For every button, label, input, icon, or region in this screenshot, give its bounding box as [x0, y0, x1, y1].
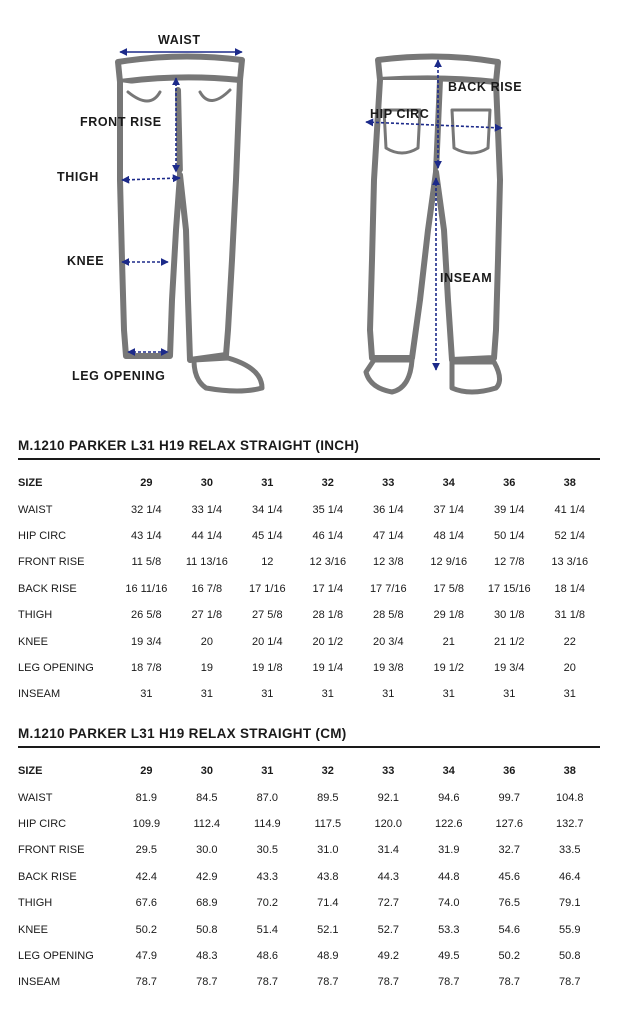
value-cell: 11 13/16 [185, 556, 228, 569]
value-cell: 31.4 [377, 844, 399, 857]
leg-opening-label: LEG OPENING [72, 369, 166, 383]
value-cell: 48 1/4 [433, 529, 465, 542]
value-cell: 49.5 [438, 949, 460, 962]
size-table-cm [18, 726, 600, 996]
size-cell: 33 [382, 477, 395, 490]
size-label: SIZE [18, 765, 43, 778]
size-label: SIZE [18, 477, 43, 490]
waist-label: WAIST [158, 33, 201, 47]
value-cell: 31 [140, 688, 153, 701]
value-cell: 27 1/8 [191, 609, 223, 622]
value-cell: 31 [563, 688, 576, 701]
value-cell: 39 1/4 [493, 503, 525, 516]
table-row [18, 576, 600, 602]
value-cell: 21 [442, 635, 455, 648]
row-label: INSEAM [18, 688, 61, 701]
value-cell: 78.7 [498, 976, 520, 989]
value-cell: 48.3 [196, 949, 218, 962]
value-cell: 55.9 [559, 923, 581, 936]
value-cell: 132.7 [555, 817, 584, 830]
value-cell: 48.6 [256, 949, 279, 962]
value-cell: 50 1/4 [493, 529, 525, 542]
row-label: THIGH [18, 897, 53, 910]
value-cell: 13 3/16 [551, 556, 589, 569]
size-chart-table [18, 758, 600, 996]
value-cell: 17 5/8 [433, 582, 465, 595]
table-row [18, 681, 600, 707]
value-cell: 32.7 [498, 844, 520, 857]
size-cell: 30 [200, 765, 213, 778]
value-cell: 20 3/4 [372, 635, 404, 648]
value-cell: 43.3 [256, 870, 279, 883]
value-cell: 52.1 [317, 923, 339, 936]
value-cell: 114.9 [253, 817, 281, 830]
value-cell: 31 [442, 688, 455, 701]
row-label: THIGH [18, 609, 53, 622]
value-cell: 49.2 [377, 949, 399, 962]
value-cell: 16 7/8 [191, 582, 223, 595]
value-cell: 78.7 [377, 976, 399, 989]
value-cell: 42.4 [135, 870, 158, 883]
size-table-inch [18, 438, 600, 708]
size-cell: 29 [140, 765, 153, 778]
value-cell: 31 1/8 [554, 609, 586, 622]
value-cell: 67.6 [135, 897, 158, 910]
value-cell: 29 1/8 [433, 609, 465, 622]
value-cell: 41 1/4 [554, 503, 586, 516]
back-rise-label: BACK RISE [448, 80, 523, 94]
value-cell: 70.2 [256, 897, 279, 910]
value-cell: 72.7 [377, 897, 399, 910]
size-cell: 36 [503, 765, 516, 778]
size-cell: 38 [563, 477, 576, 490]
size-cell: 36 [503, 477, 516, 490]
row-label: FRONT RISE [18, 844, 85, 857]
value-cell: 18 7/8 [131, 661, 162, 674]
value-cell: 19 3/4 [131, 635, 162, 648]
value-cell: 34 1/4 [252, 503, 283, 516]
value-cell: 71.4 [317, 897, 339, 910]
value-cell: 19 1/4 [312, 661, 344, 674]
value-cell: 46 1/4 [312, 529, 344, 542]
table-row [18, 837, 600, 863]
pants-front-drawing [118, 56, 262, 391]
value-cell: 51.4 [256, 923, 279, 936]
table-title: M.1210 PARKER L31 H19 RELAX STRAIGHT (INCH) [18, 438, 600, 460]
value-cell: 26 5/8 [131, 609, 162, 622]
value-cell: 35 1/4 [312, 503, 344, 516]
value-cell: 92.1 [377, 791, 399, 804]
size-cell: 32 [321, 765, 334, 778]
size-cell: 34 [442, 477, 455, 490]
value-cell: 30.0 [196, 844, 218, 857]
value-cell: 94.6 [438, 791, 460, 804]
value-cell: 52.7 [377, 923, 399, 936]
row-label: HIP CIRC [18, 817, 67, 830]
value-cell: 44 1/4 [191, 529, 223, 542]
value-cell: 42.9 [196, 870, 218, 883]
size-cell: 31 [261, 477, 274, 490]
value-cell: 29.5 [135, 844, 158, 857]
table-row [18, 943, 600, 969]
row-label: BACK RISE [18, 582, 77, 595]
value-cell: 104.8 [555, 791, 584, 804]
value-cell: 79.1 [559, 897, 581, 910]
value-cell: 12 3/8 [372, 556, 404, 569]
table-row [18, 916, 600, 942]
row-label: WAIST [18, 791, 53, 804]
value-cell: 68.9 [196, 897, 218, 910]
value-cell: 117.5 [314, 817, 342, 830]
value-cell: 33 1/4 [191, 503, 223, 516]
value-cell: 84.5 [196, 791, 218, 804]
value-cell: 31 [200, 688, 213, 701]
value-cell: 31 [321, 688, 334, 701]
value-cell: 12 7/8 [493, 556, 525, 569]
value-cell: 17 15/16 [487, 582, 531, 595]
value-cell: 89.5 [317, 791, 339, 804]
value-cell: 32 1/4 [131, 503, 162, 516]
value-cell: 120.0 [374, 817, 403, 830]
value-cell: 17 7/16 [369, 582, 407, 595]
hip-circ-label: HIP CIRC [370, 107, 430, 121]
value-cell: 50.2 [498, 949, 520, 962]
value-cell: 12 9/16 [430, 556, 468, 569]
value-cell: 45.6 [498, 870, 520, 883]
value-cell: 78.7 [317, 976, 339, 989]
value-cell: 78.7 [256, 976, 279, 989]
value-cell: 78.7 [559, 976, 581, 989]
value-cell: 19 1/8 [252, 661, 283, 674]
inseam-label: INSEAM [440, 271, 493, 285]
value-cell: 31.9 [438, 844, 460, 857]
table-row [18, 496, 600, 522]
value-cell: 31 [382, 688, 395, 701]
size-cell: 31 [261, 765, 274, 778]
row-label: INSEAM [18, 976, 61, 989]
value-cell: 19 1/2 [433, 661, 465, 674]
value-cell: 20 1/2 [312, 635, 344, 648]
value-cell: 20 [200, 635, 213, 648]
value-cell: 81.9 [135, 791, 158, 804]
value-cell: 43 1/4 [131, 529, 162, 542]
value-cell: 99.7 [498, 791, 520, 804]
table-row [18, 864, 600, 890]
table-row [18, 811, 600, 837]
size-cell: 34 [442, 765, 455, 778]
value-cell: 44.8 [438, 870, 460, 883]
value-cell: 19 3/4 [493, 661, 525, 674]
value-cell: 47.9 [135, 949, 158, 962]
value-cell: 30 1/8 [493, 609, 525, 622]
size-cell: 33 [382, 765, 395, 778]
table-row [18, 655, 600, 681]
value-cell: 44.3 [377, 870, 399, 883]
measurement-diagram [0, 0, 617, 410]
value-cell: 19 3/8 [372, 661, 404, 674]
size-cell: 38 [563, 765, 576, 778]
value-cell: 19 [200, 661, 213, 674]
value-cell: 31 [261, 688, 274, 701]
size-header-row [18, 470, 600, 496]
value-cell: 47 1/4 [372, 529, 404, 542]
row-label: HIP CIRC [18, 529, 67, 542]
table-row [18, 969, 600, 995]
value-cell: 74.0 [438, 897, 460, 910]
value-cell: 17 1/16 [248, 582, 286, 595]
value-cell: 43.8 [317, 870, 339, 883]
value-cell: 37 1/4 [433, 503, 465, 516]
table-title: M.1210 PARKER L31 H19 RELAX STRAIGHT (CM) [18, 726, 600, 748]
value-cell: 27 5/8 [252, 609, 283, 622]
table-row [18, 628, 600, 654]
value-cell: 109.9 [132, 817, 161, 830]
table-row [18, 890, 600, 916]
value-cell: 20 [563, 661, 576, 674]
size-cell: 29 [140, 477, 153, 490]
value-cell: 28 1/8 [312, 609, 344, 622]
value-cell: 30.5 [256, 844, 279, 857]
value-cell: 54.6 [498, 923, 520, 936]
table-row [18, 602, 600, 628]
value-cell: 50.8 [559, 949, 581, 962]
value-cell: 11 5/8 [131, 556, 162, 569]
value-cell: 52 1/4 [554, 529, 586, 542]
row-label: BACK RISE [18, 870, 77, 883]
size-cell: 30 [200, 477, 213, 490]
row-label: FRONT RISE [18, 556, 85, 569]
value-cell: 50.2 [135, 923, 158, 936]
row-label: KNEE [18, 923, 48, 936]
table-row [18, 784, 600, 810]
value-cell: 36 1/4 [372, 503, 404, 516]
row-label: KNEE [18, 635, 48, 648]
value-cell: 76.5 [498, 897, 520, 910]
value-cell: 50.8 [196, 923, 218, 936]
value-cell: 46.4 [559, 870, 581, 883]
value-cell: 48.9 [317, 949, 339, 962]
value-cell: 31 [503, 688, 516, 701]
size-chart-table [18, 470, 600, 708]
knee-label: KNEE [67, 254, 105, 268]
value-cell: 12 [261, 556, 274, 569]
value-cell: 45 1/4 [252, 529, 283, 542]
value-cell: 127.6 [495, 817, 524, 830]
thigh-label: THIGH [57, 170, 99, 184]
table-row [18, 549, 600, 575]
value-cell: 78.7 [196, 976, 218, 989]
value-cell: 28 5/8 [372, 609, 404, 622]
value-cell: 17 1/4 [312, 582, 344, 595]
size-header-row [18, 758, 600, 784]
value-cell: 22 [563, 635, 576, 648]
value-cell: 31.0 [317, 844, 339, 857]
row-label: LEG OPENING [18, 661, 94, 674]
row-label: LEG OPENING [18, 949, 94, 962]
size-cell: 32 [321, 477, 334, 490]
value-cell: 18 1/4 [554, 582, 586, 595]
value-cell: 87.0 [256, 791, 279, 804]
value-cell: 33.5 [559, 844, 581, 857]
table-row [18, 523, 600, 549]
value-cell: 78.7 [438, 976, 460, 989]
value-cell: 20 1/4 [252, 635, 283, 648]
value-cell: 21 1/2 [493, 635, 525, 648]
row-label: WAIST [18, 503, 53, 516]
value-cell: 53.3 [438, 923, 460, 936]
value-cell: 12 3/16 [309, 556, 347, 569]
value-cell: 78.7 [135, 976, 158, 989]
value-cell: 16 11/16 [125, 582, 168, 595]
value-cell: 122.6 [435, 817, 463, 830]
front-rise-label: FRONT RISE [80, 115, 162, 129]
value-cell: 112.4 [193, 817, 221, 830]
